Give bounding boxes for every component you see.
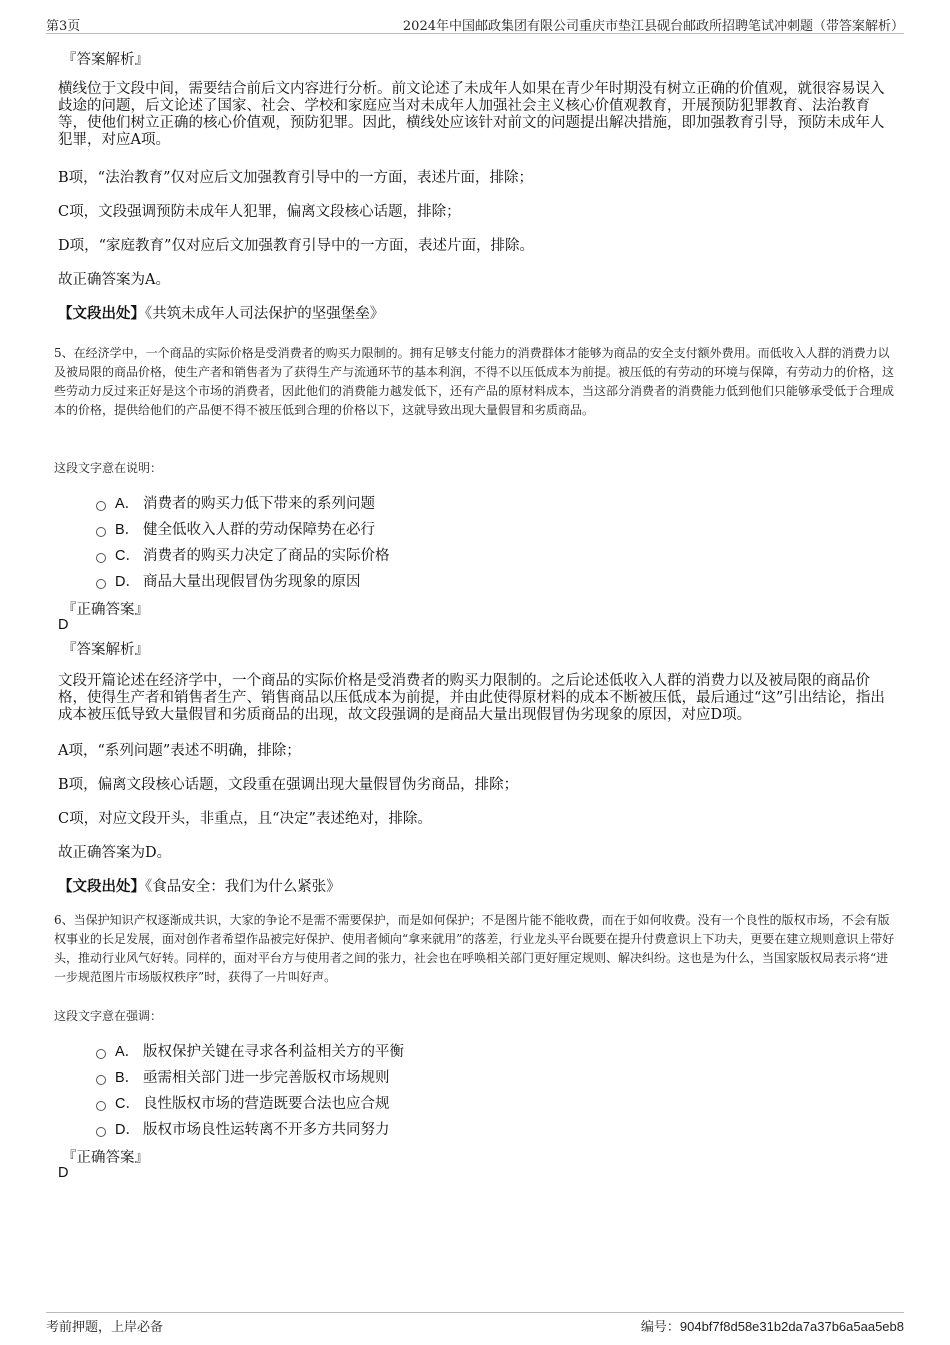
page-footer xyxy=(46,1312,904,1335)
radio-icon[interactable] xyxy=(96,579,106,589)
footer-slogan: 考前押题，上岸必备 xyxy=(46,1320,164,1335)
q6-option-c[interactable]: C． 良性版权市场的营造既要合法也应合规 xyxy=(96,1092,390,1112)
q4-conclusion: 故正确答案为A。 xyxy=(58,272,170,288)
radio-icon[interactable] xyxy=(96,1049,106,1059)
q4-option-c-analysis: C项，文段强调预防未成年人犯罪，偏离文段核心话题，排除； xyxy=(58,204,461,220)
q5-option-c-analysis: C项，对应文段开头，非重点，且“决定”表述绝对，排除。 xyxy=(58,811,432,827)
q4-analysis-label: 『答案解析』 xyxy=(62,52,149,68)
radio-icon[interactable] xyxy=(96,1075,106,1085)
q6-prompt: 这段文字意在强调： xyxy=(54,1009,163,1023)
q5-question-text: 5、在经济学中，一个商品的实际价格是受消费者的购买力限制的。拥有足够支付能力的消费群体才能够为商品的安全支付额外费用。而低收入人群的消费力以及被局限的商品价格，使生产者和销售者为了获得生产与流通环节的基本利润，不得不以压低成本为前提。被压低的有劳动的环境与保障，有劳动力的价格，这些劳动力反过来正好是这个市场的消费者，因此他们的消费能力越发低下，还有产品的原材料成本，当这部分消费者的消费能力低到他们只能够承受低于合理成本的价格，提供给他们的产品便不得不被压低到合理的价格以下，这就导致出现大量假冒和劣质商品。 xyxy=(54,346,895,417)
q6-question-text: 6、当保护知识产权逐渐成共识，大家的争论不是需不需要保护，而是如何保护；不是图片能不能收费，而在于如何收费。没有一个良性的版权市场，不会有版权事业的长足发展，面对创作者希望作品被完好保护、使用者倾向“拿来就用”的落差，行业龙头平台既要在提升付费意识上下功夫，更要在建立规则意识上带好头，推动行业风气好转。同样的，面对平台方与使用者之间的张力，社会也在呼唤相关部门更好厘定规则、解决纠纷。这也是为什么，当国家版权局表示将“进一步规范图片市场版权秩序”时，获得了一片叫好声。 xyxy=(54,913,895,984)
q6-answer: D xyxy=(58,1165,69,1181)
q6-option-a[interactable]: A． 版权保护关键在寻求各利益相关方的平衡 xyxy=(96,1040,404,1060)
footer-code-label: 编号： xyxy=(640,1320,680,1335)
q5-prompt: 这段文字意在说明： xyxy=(54,461,163,475)
q5-option-a[interactable]: A． 消费者的购买力低下带来的系列问题 xyxy=(96,492,375,512)
q5-source-title: 《食品安全：我们为什么紧张》 xyxy=(145,879,341,895)
q4-analysis-text: 横线位于文段中间，需要结合前后文内容进行分析。前文论述了未成年人如果在青少年时期没有树立正确的价值观，就很容易误入歧途的问题，后文论述了国家、社会、学校和家庭应当对未成年人加强社会主义核心价值观教育，开展预防犯罪教育、法治教育等，使他们树立正确的核心价值观，预防犯罪。因此，横线处应该针对前文的问题提出解决措施，即加强教育引导，预防未成年人犯罪，对应A项。 xyxy=(58,81,885,148)
radio-icon[interactable] xyxy=(96,553,106,563)
q4-source-title: 《共筑未成年人司法保护的坚强堡垒》 xyxy=(145,306,385,322)
q5-source xyxy=(58,878,890,896)
q4-option-d-analysis: D项，“家庭教育”仅对应后文加强教育引导中的一方面，表述片面，排除。 xyxy=(58,238,534,254)
radio-icon[interactable] xyxy=(96,501,106,511)
q5-option-d[interactable]: D． 商品大量出现假冒伪劣现象的原因 xyxy=(96,570,361,590)
q4-source xyxy=(58,305,890,323)
q5-analysis-text: 文段开篇论述在经济学中，一个商品的实际价格是受消费者的购买力限制的。之后论述低收入人群的消费力以及被局限的商品价格，使得生产者和销售者生产、销售商品以压低成本为前提，并由此使得原材料的成本不断被压低，最后通过“这”引出结论，指出成本被压低导致大量假冒和劣质商品的出现，故文段强调的是商品大量出现假冒伪劣现象的原因，对应D项。 xyxy=(58,673,885,723)
q5-option-b[interactable]: B． 健全低收入人群的劳动保障势在必行 xyxy=(96,518,375,538)
radio-icon[interactable] xyxy=(96,527,106,537)
radio-icon[interactable] xyxy=(96,1101,106,1111)
page-header xyxy=(46,13,904,34)
q5-option-b-analysis: B项，偏离文段核心话题，文段重在强调出现大量假冒伪劣商品，排除； xyxy=(58,777,519,793)
q5-source-label: 【文段出处】 xyxy=(58,878,145,895)
q6-answer-label: 『正确答案』 xyxy=(62,1150,149,1166)
q5-answer-label: 『正确答案』 xyxy=(62,602,149,618)
page-number: 第3页 xyxy=(46,19,81,34)
q5-answer: D xyxy=(58,617,69,633)
footer-code xyxy=(641,1316,904,1335)
q5-conclusion: 故正确答案为D。 xyxy=(58,845,172,861)
q6-option-b[interactable]: B． 亟需相关部门进一步完善版权市场规则 xyxy=(96,1066,390,1086)
footer-code-value: 904bf7f8d58e31b2da7a37b6a5aa5eb8 xyxy=(679,1319,904,1334)
q5-analysis-label: 『答案解析』 xyxy=(62,642,149,658)
q5-option-a-analysis: A项，“系列问题”表述不明确，排除； xyxy=(58,743,301,759)
q6-option-d[interactable]: D． 版权市场良性运转离不开多方共同努力 xyxy=(96,1118,390,1138)
q4-option-b-analysis: B项，“法治教育”仅对应后文加强教育引导中的一方面，表述片面，排除； xyxy=(58,170,533,186)
document-title: 2024年中国邮政集团有限公司重庆市垫江县砚台邮政所招聘笔试冲刺题（带答案解析） xyxy=(402,19,904,34)
q4-source-label: 【文段出处】 xyxy=(58,305,145,322)
q5-option-c[interactable]: C． 消费者的购买力决定了商品的实际价格 xyxy=(96,544,390,564)
radio-icon[interactable] xyxy=(96,1127,106,1137)
